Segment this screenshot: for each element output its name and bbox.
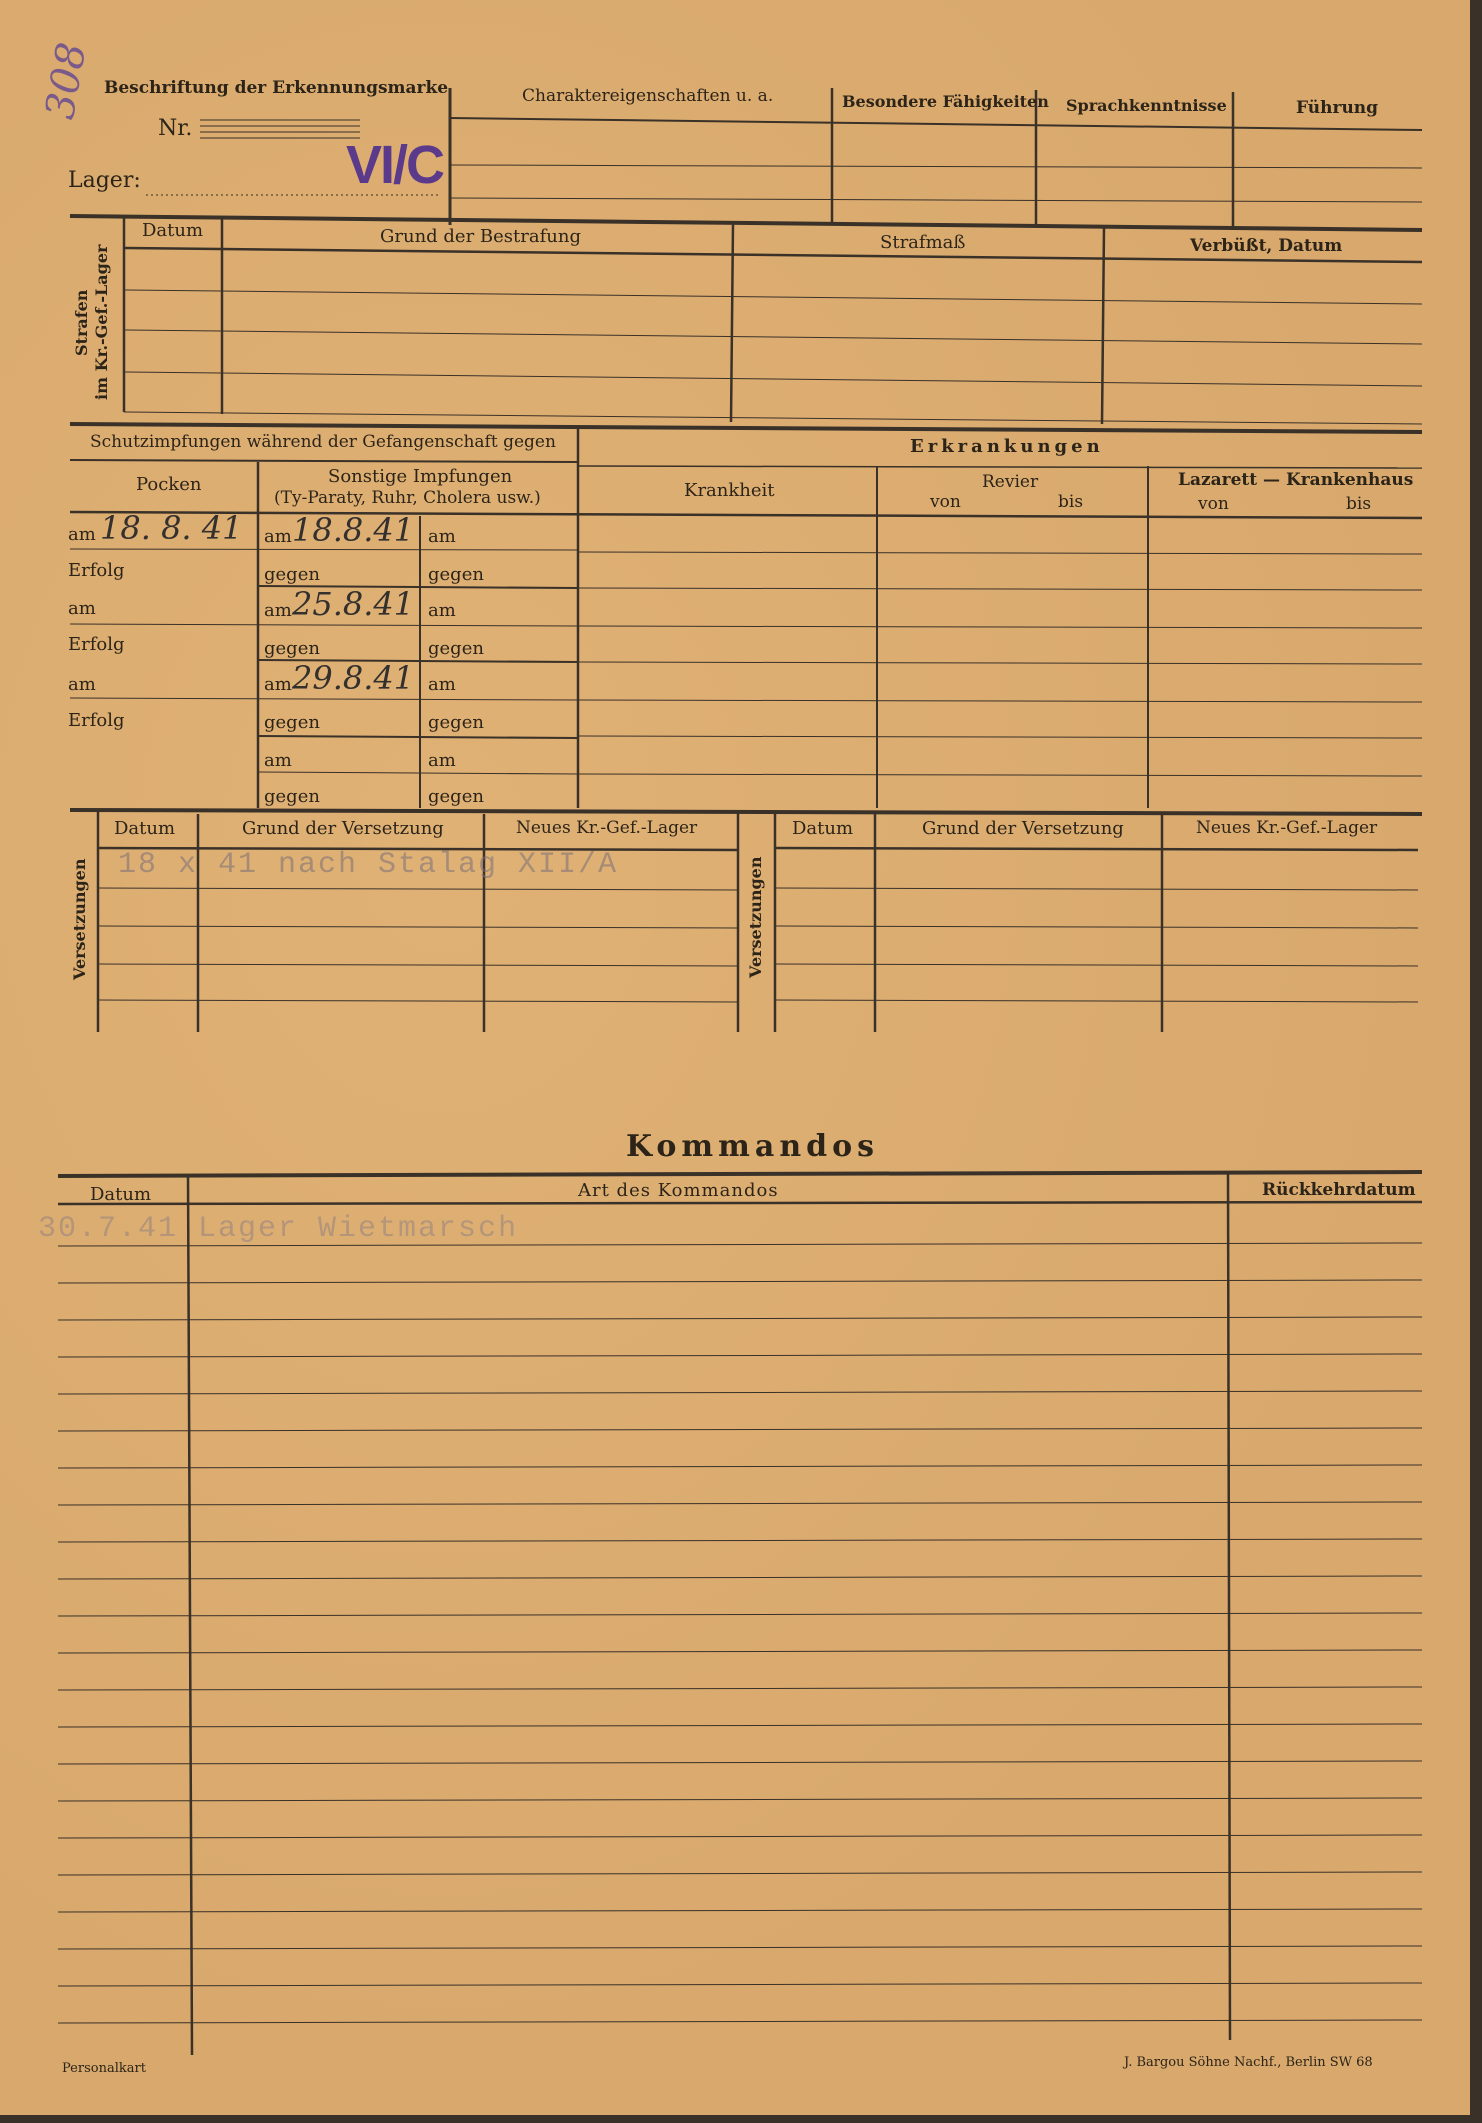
transfer-entry-1: 18 x 41 nach Stalag XII/A xyxy=(118,848,619,882)
punishment-col-reason: Grund der Bestrafung xyxy=(380,226,581,247)
kommando-row-line xyxy=(58,1798,1422,1801)
kommando-row-line xyxy=(58,1946,1422,1949)
other-gegen-label: gegen xyxy=(428,564,484,585)
other-date-1: 18.8.41 xyxy=(292,511,415,549)
marker-title: Beschriftung der Erkennungsmarke xyxy=(104,78,449,98)
other-am-label: am xyxy=(428,750,456,771)
illness-col-revier: Revier xyxy=(982,472,1039,492)
kommando-row-line xyxy=(58,1872,1422,1875)
kommando-entry-1: 30.7.41 Lager Wietmarsch xyxy=(38,1212,519,1246)
kommandos-col-date: Datum xyxy=(90,1184,152,1205)
transfer-col-date-2: Datum xyxy=(792,818,854,839)
illness-col-illness: Krankheit xyxy=(684,480,775,501)
kommando-row-line xyxy=(58,1576,1422,1579)
kommandos-title: Kommandos xyxy=(626,1129,880,1164)
kommando-row-line xyxy=(58,1687,1422,1690)
footer-left: Personalkart xyxy=(62,2061,146,2076)
kommando-row-line xyxy=(58,1354,1422,1357)
punishment-col-measure: Strafmaß xyxy=(880,232,966,253)
kommando-row-line xyxy=(58,1465,1422,1468)
punishment-side-label-1: Strafen xyxy=(72,289,91,356)
transfers-side-label-right: Versetzungen xyxy=(746,856,765,978)
punishment-col-date: Datum xyxy=(142,220,204,241)
col-conduct: Führung xyxy=(1296,98,1379,118)
vaccination-col-pox: Pocken xyxy=(136,474,202,495)
pox-am-label: am xyxy=(68,598,96,619)
kommando-row-line xyxy=(58,1835,1422,1838)
other-am-label: am xyxy=(428,600,456,621)
pox-erfolg-label: Erfolg xyxy=(68,710,125,731)
other-am-label: am xyxy=(428,674,456,695)
kommando-row-line xyxy=(58,1280,1422,1283)
other-gegen-label: gegen xyxy=(264,712,320,733)
kommandos-col-type: Art des Kommandos xyxy=(578,1180,779,1201)
lazarett-bis: bis xyxy=(1346,494,1372,514)
col-character: Charaktereigenschaften u. a. xyxy=(522,86,774,106)
col-languages: Sprachkenntnisse xyxy=(1066,96,1227,115)
kommando-row-line xyxy=(58,1391,1422,1394)
other-gegen-label: gegen xyxy=(264,564,320,585)
other-gegen-label: gegen xyxy=(264,786,320,807)
illness-title: Erkrankungen xyxy=(910,436,1104,457)
kommando-row-line xyxy=(58,1650,1422,1653)
other-date-2: 25.8.41 xyxy=(292,585,415,623)
lager-label: Lager: xyxy=(68,168,141,193)
vaccination-col-other-1: Sonstige Impfungen xyxy=(328,466,513,487)
revier-von: von xyxy=(930,492,961,512)
punishment-col-served: Verbüßt, Datum xyxy=(1190,236,1343,256)
other-am-label: am xyxy=(428,526,456,547)
col-skills: Besondere Fähigkeiten xyxy=(842,92,1049,111)
kommando-row-line xyxy=(58,1428,1422,1431)
kommando-row-line xyxy=(58,1724,1422,1727)
kommando-row-line xyxy=(58,1983,1422,1986)
transfer-col-reason: Grund der Versetzung xyxy=(242,818,444,839)
pox-erfolg-label: Erfolg xyxy=(68,560,125,581)
other-gegen-label: gegen xyxy=(428,786,484,807)
nr-label: Nr. xyxy=(158,116,193,141)
other-am-label: am xyxy=(264,600,292,621)
kommando-row-line xyxy=(58,1761,1422,1764)
lazarett-von: von xyxy=(1198,494,1229,514)
lager-stamp: VI/C xyxy=(346,135,444,195)
footer-right: J. Bargou Söhne Nachf., Berlin SW 68 xyxy=(1124,2055,1373,2070)
transfer-col-date: Datum xyxy=(114,818,176,839)
kommando-row-line xyxy=(58,1317,1422,1320)
other-date-3: 29.8.41 xyxy=(292,659,415,697)
vaccination-title: Schutzimpfungen während der Gefangenschaft gegen xyxy=(90,432,556,452)
revier-bis: bis xyxy=(1058,492,1084,512)
kommando-row-line xyxy=(58,1909,1422,1912)
punishment-side-label-2: im Kr.-Gef.-Lager xyxy=(92,244,111,400)
other-gegen-label: gegen xyxy=(264,638,320,659)
pox-date-1: 18. 8. 41 xyxy=(100,509,243,547)
transfer-col-new-camp: Neues Kr.-Gef.-Lager xyxy=(516,818,698,838)
pox-am-label: am xyxy=(68,524,96,545)
other-gegen-label: gegen xyxy=(428,638,484,659)
margin-note: 308 xyxy=(37,39,96,123)
transfers-side-label-left: Versetzungen xyxy=(70,858,89,980)
illness-col-lazarett: Lazarett — Krankenhaus xyxy=(1178,470,1414,490)
kommando-row-line xyxy=(58,2020,1422,2023)
pox-erfolg-label: Erfolg xyxy=(68,634,125,655)
other-gegen-label: gegen xyxy=(428,712,484,733)
other-am-label: am xyxy=(264,526,292,547)
other-am-label: am xyxy=(264,750,292,771)
kommando-row-line xyxy=(58,1613,1422,1616)
other-am-label: am xyxy=(264,674,292,695)
transfer-col-new-camp-2: Neues Kr.-Gef.-Lager xyxy=(1196,818,1378,838)
pox-am-label: am xyxy=(68,674,96,695)
kommandos-col-return: Rückkehrdatum xyxy=(1262,1180,1416,1200)
transfer-col-reason-2: Grund der Versetzung xyxy=(922,818,1124,839)
vaccination-col-other-2: (Ty-Paraty, Ruhr, Cholera usw.) xyxy=(274,488,541,508)
kommando-row-line xyxy=(58,1539,1422,1542)
kommando-row-line xyxy=(58,1502,1422,1505)
